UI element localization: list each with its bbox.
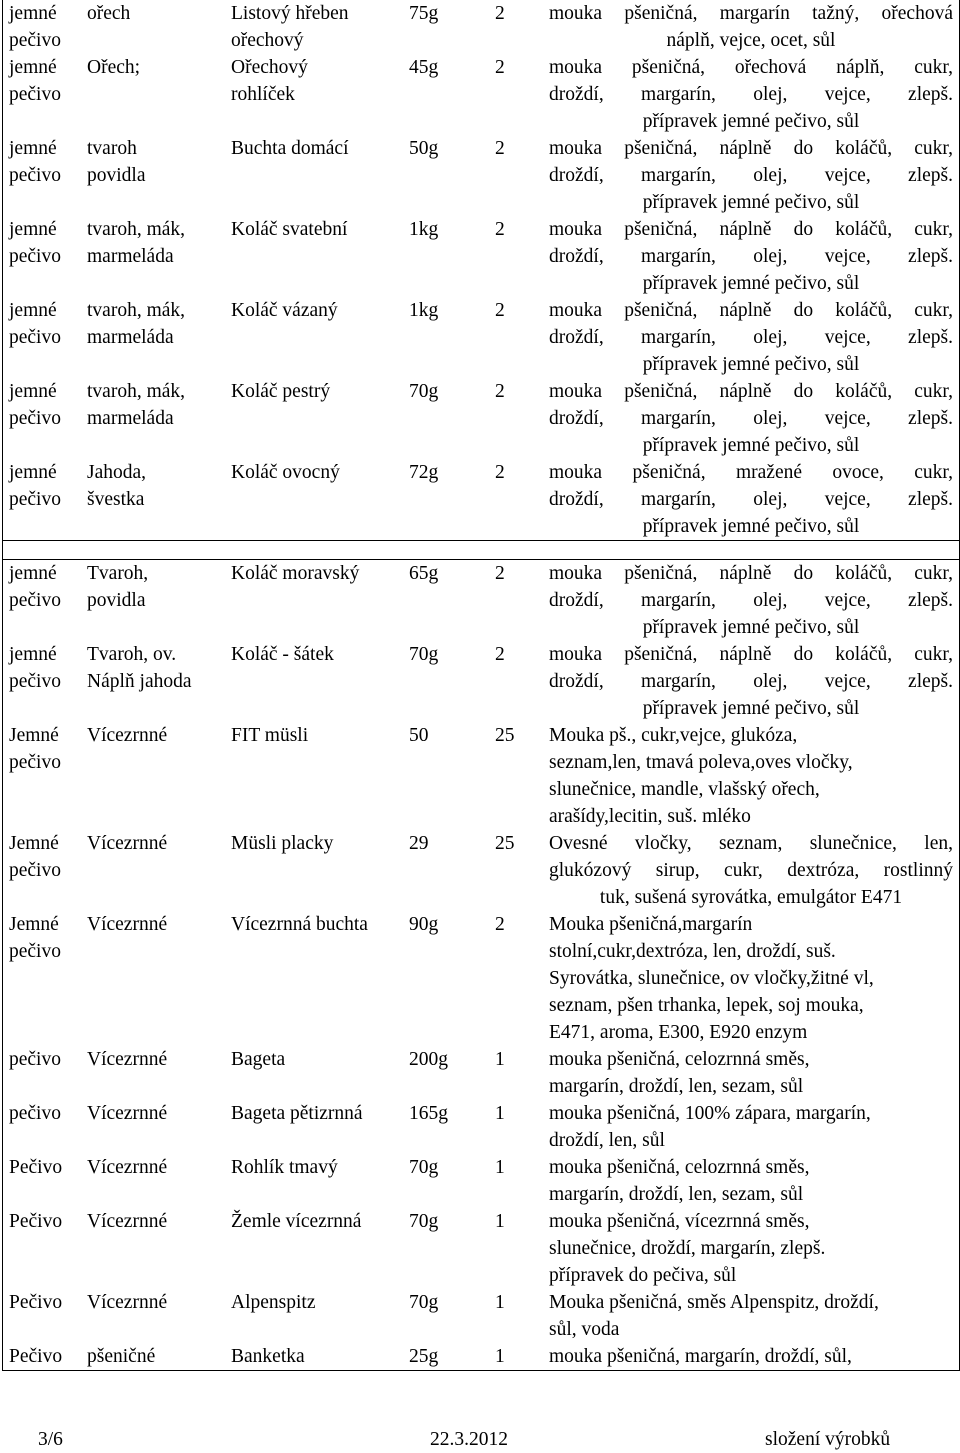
product-name-cell (225, 297, 403, 378)
table-row (3, 54, 959, 135)
filling-line: ořech (87, 3, 131, 24)
filling-line: Tvaroh, ov. (87, 644, 177, 665)
weight-cell: 1kg (409, 300, 439, 321)
ingredients-line: mouka pšeničná, náplně do koláčů, cukr, (549, 219, 953, 240)
product-name-line: Bageta (231, 1049, 286, 1070)
ingredients-line: droždí, margarín, olej, vejce, zlepš. (549, 327, 953, 348)
weight-cell: 165g (409, 1103, 448, 1124)
ingredients-line: mouka pšeničná, celozrnná směs, (549, 1049, 810, 1070)
product-type-line: pečivo (9, 860, 61, 881)
product-type-line: pečivo (9, 1049, 61, 1070)
filling-line: povidla (87, 165, 146, 186)
product-type-line: jemné (9, 644, 57, 665)
filling-cell (81, 911, 225, 1046)
ingredients-line: E471, aroma, E300, E920 enzym (549, 1022, 808, 1043)
filling-cell (81, 216, 225, 297)
product-name-line: Bageta pětizrnná (231, 1103, 363, 1124)
ingredients-line: Syrovátka, slunečnice, ov vločky,žitné vl, (549, 968, 874, 989)
table-row (3, 378, 959, 459)
filling-line: tvaroh, mák, (87, 381, 186, 402)
ingredients-line: tuk, sušená syrovátka, emulgátor E471 (599, 887, 903, 908)
ingredients-line: mouka pšeničná, ořechová náplň, cukr, (549, 57, 953, 78)
table-row (3, 560, 959, 641)
product-type-line: pečivo (9, 408, 61, 429)
weight-cell: 25g (409, 1346, 439, 1367)
quantity-cell: 2 (495, 219, 505, 240)
product-type-line: pečivo (9, 1103, 61, 1124)
weight-cell: 1kg (409, 219, 439, 240)
weight-cell: 72g (409, 462, 439, 483)
product-type-line: pečivo (9, 671, 61, 692)
product-name-line: Listový hřeben (231, 3, 349, 24)
quantity-cell: 1 (495, 1292, 505, 1313)
quantity-cell: 1 (495, 1157, 505, 1178)
product-type-cell (3, 216, 81, 297)
table-row (3, 722, 959, 830)
product-name-cell (225, 1289, 403, 1343)
ingredients-cell (543, 1208, 959, 1289)
filling-line: tvaroh, mák, (87, 219, 186, 240)
ingredients-line: stolní,cukr,dextróza, len, droždí, suš. (549, 941, 836, 962)
product-type-line: pečivo (9, 165, 61, 186)
filling-cell (81, 135, 225, 216)
ingredients-cell (543, 911, 959, 1046)
weight-cell: 70g (409, 1292, 439, 1313)
ingredients-line: mouka pšeničná, mražené ovoce, cukr, (549, 462, 953, 483)
table-row (3, 135, 959, 216)
ingredients-line: mouka pšeničná, 100% zápara, margarín, (549, 1103, 871, 1124)
quantity-cell: 2 (495, 57, 505, 78)
ingredients-line: seznam,len, tmavá poleva,oves vločky, (549, 752, 853, 773)
quantity-cell: 2 (495, 300, 505, 321)
ingredients-line: mouka pšeničná, vícezrnná směs, (549, 1211, 810, 1232)
ingredients-line: droždí, margarín, olej, vejce, zlepš. (549, 489, 953, 510)
ingredients-cell (543, 1154, 959, 1208)
quantity-cell: 1 (495, 1346, 505, 1367)
section-divider (3, 541, 959, 560)
product-type-line: pečivo (9, 327, 61, 348)
product-type-line: jemné (9, 3, 57, 24)
filling-cell (81, 830, 225, 911)
ingredients-line: droždí, margarín, olej, vejce, zlepš. (549, 408, 953, 429)
product-name-line: Koláč pestrý (231, 381, 331, 402)
ingredients-cell (543, 1100, 959, 1154)
weight-cell: 70g (409, 1157, 439, 1178)
product-name-line: ořechový (231, 30, 304, 51)
product-type-line: jemné (9, 462, 57, 483)
filling-line: Vícezrnné (87, 1211, 168, 1232)
ingredients-line: mouka pšeničná, náplně do koláčů, cukr, (549, 563, 953, 584)
product-type-line: jemné (9, 300, 57, 321)
filling-cell (81, 1289, 225, 1343)
filling-line: marmeláda (87, 327, 174, 348)
product-type-cell (3, 1208, 81, 1289)
ingredients-line: náplň, vejce, ocet, sůl (666, 30, 836, 51)
ingredients-line: Mouka pš., cukr,vejce, glukóza, (549, 725, 798, 746)
ingredients-cell (543, 1289, 959, 1343)
product-type-line: Jemné (9, 914, 59, 935)
product-type-cell (3, 560, 81, 641)
weight-cell: 50g (409, 138, 439, 159)
product-type-line: jemné (9, 219, 57, 240)
product-name-cell (225, 1154, 403, 1208)
product-type-line: pečivo (9, 752, 61, 773)
ingredients-line: mouka pšeničná, margarín tažný, ořechová (549, 3, 953, 24)
ingredients-line: droždí, margarín, olej, vejce, zlepš. (549, 246, 953, 267)
filling-line: Ořech; (87, 57, 141, 78)
product-composition-table (2, 0, 960, 1371)
quantity-cell: 1 (495, 1049, 505, 1070)
table-row (3, 0, 959, 54)
filling-line: marmeláda (87, 408, 174, 429)
quantity-cell: 25 (495, 833, 515, 854)
table-row (3, 911, 959, 1046)
ingredients-line: droždí, margarín, olej, vejce, zlepš. (549, 165, 953, 186)
weight-cell: 45g (409, 57, 439, 78)
product-name-cell (225, 722, 403, 830)
product-type-cell (3, 1343, 81, 1370)
product-name-line: Koláč svatební (231, 219, 348, 240)
product-type-line: Jemné (9, 725, 59, 746)
quantity-cell: 2 (495, 381, 505, 402)
quantity-cell: 2 (495, 563, 505, 584)
product-name-cell (225, 911, 403, 1046)
product-name-cell (225, 1208, 403, 1289)
table-section-lower (3, 560, 959, 1370)
product-type-line: jemné (9, 138, 57, 159)
product-type-cell (3, 1289, 81, 1343)
filling-line: Vícezrnné (87, 725, 168, 746)
ingredients-line: margarín, droždí, len, sezam, sůl (549, 1076, 804, 1097)
ingredients-cell (543, 1046, 959, 1100)
filling-cell (81, 1154, 225, 1208)
filling-cell (81, 1208, 225, 1289)
product-name-line: Ořechový (231, 57, 308, 78)
ingredients-cell (543, 722, 959, 830)
filling-cell (81, 641, 225, 722)
product-name-cell (225, 1343, 403, 1370)
product-name-cell (225, 560, 403, 641)
product-type-line: pečivo (9, 941, 61, 962)
filling-cell (81, 378, 225, 459)
product-type-cell (3, 1154, 81, 1208)
filling-line: Vícezrnné (87, 1049, 168, 1070)
ingredients-line: přípravek jemné pečivo, sůl (642, 516, 860, 537)
product-name-cell (225, 54, 403, 135)
ingredients-line: seznam, pšen trhanka, lepek, soj mouka, (549, 995, 864, 1016)
product-type-line: pečivo (9, 246, 61, 267)
ingredients-cell (543, 54, 959, 135)
product-type-cell (3, 1100, 81, 1154)
product-name-cell (225, 459, 403, 540)
filling-line: Vícezrnné (87, 833, 168, 854)
ingredients-line: slunečnice, droždí, margarín, zlepš. (549, 1238, 826, 1259)
ingredients-line: přípravek jemné pečivo, sůl (642, 192, 860, 213)
filling-line: Náplň jahoda (87, 671, 192, 692)
quantity-cell: 1 (495, 1103, 505, 1124)
weight-cell: 200g (409, 1049, 448, 1070)
product-type-line: Pečivo (9, 1157, 63, 1178)
product-name-line: Koláč vázaný (231, 300, 338, 321)
product-name-line: Buchta domácí (231, 138, 349, 159)
product-name-cell (225, 641, 403, 722)
filling-cell (81, 722, 225, 830)
table-row (3, 459, 959, 540)
product-name-line: FIT müsli (231, 725, 309, 746)
ingredients-line: sůl, voda (549, 1319, 620, 1340)
footer-date: 22.3.2012 (430, 1429, 508, 1450)
product-type-cell (3, 0, 81, 54)
filling-line: Vícezrnné (87, 1292, 168, 1313)
product-type-line: pečivo (9, 30, 61, 51)
ingredients-line: glukózový sirup, cukr, dextróza, rostlinný (549, 860, 953, 881)
ingredients-cell (543, 560, 959, 641)
quantity-cell: 2 (495, 914, 505, 935)
filling-cell (81, 297, 225, 378)
ingredients-line: mouka pšeničná, náplně do koláčů, cukr, (549, 300, 953, 321)
product-type-line: jemné (9, 563, 57, 584)
ingredients-line: arašídy,lecitin, suš. mléko (549, 806, 751, 827)
quantity-cell: 2 (495, 462, 505, 483)
table-row (3, 297, 959, 378)
filling-line: švestka (87, 489, 145, 510)
ingredients-line: přípravek jemné pečivo, sůl (642, 111, 860, 132)
product-type-line: jemné (9, 381, 57, 402)
quantity-cell: 2 (495, 138, 505, 159)
product-name-cell (225, 830, 403, 911)
ingredients-cell (543, 459, 959, 540)
weight-cell: 90g (409, 914, 439, 935)
ingredients-cell (543, 297, 959, 378)
ingredients-line: margarín, droždí, len, sezam, sůl (549, 1184, 804, 1205)
product-type-cell (3, 378, 81, 459)
weight-cell: 70g (409, 381, 439, 402)
product-name-line: Koláč - šátek (231, 644, 334, 665)
product-type-line: Jemné (9, 833, 59, 854)
quantity-cell: 2 (495, 3, 505, 24)
ingredients-line: mouka pšeničná, náplně do koláčů, cukr, (549, 381, 953, 402)
product-type-cell (3, 641, 81, 722)
table-row (3, 1046, 959, 1100)
filling-line: Tvaroh, (87, 563, 149, 584)
ingredients-cell (543, 378, 959, 459)
product-type-cell (3, 830, 81, 911)
ingredients-line: droždí, margarín, olej, vejce, zlepš. (549, 590, 953, 611)
table-row (3, 1289, 959, 1343)
product-type-line: Pečivo (9, 1292, 63, 1313)
product-type-line: Pečivo (9, 1211, 63, 1232)
product-type-line: pečivo (9, 590, 61, 611)
table-row (3, 830, 959, 911)
product-name-cell (225, 0, 403, 54)
product-type-line: pečivo (9, 84, 61, 105)
product-name-cell (225, 1046, 403, 1100)
filling-cell (81, 560, 225, 641)
ingredients-line: slunečnice, mandle, vlašský ořech, (549, 779, 820, 800)
ingredients-cell (543, 135, 959, 216)
product-name-line: Banketka (231, 1346, 305, 1367)
weight-cell: 29 (409, 833, 429, 854)
weight-cell: 70g (409, 644, 439, 665)
filling-cell (81, 459, 225, 540)
ingredients-cell (543, 1343, 959, 1370)
product-type-cell (3, 459, 81, 540)
ingredients-line: Mouka pšeničná,margarín (549, 914, 753, 935)
table-row (3, 641, 959, 722)
product-name-cell (225, 378, 403, 459)
filling-line: pšeničné (87, 1346, 156, 1367)
page-number: 3/6 (38, 1429, 63, 1450)
filling-cell (81, 1046, 225, 1100)
product-type-cell (3, 54, 81, 135)
product-type-cell (3, 297, 81, 378)
filling-cell (81, 1343, 225, 1370)
ingredients-cell (543, 830, 959, 911)
product-type-line: jemné (9, 57, 57, 78)
table-row (3, 216, 959, 297)
product-name-line: Žemle vícezrnná (231, 1211, 362, 1232)
weight-cell: 65g (409, 563, 439, 584)
filling-line: tvaroh, mák, (87, 300, 186, 321)
table-row (3, 1343, 959, 1370)
filling-line: marmeláda (87, 246, 174, 267)
product-type-cell (3, 1046, 81, 1100)
product-name-cell (225, 135, 403, 216)
product-name-line: Koláč ovocný (231, 462, 340, 483)
ingredients-line: přípravek jemné pečivo, sůl (642, 354, 860, 375)
filling-line: Vícezrnné (87, 1157, 168, 1178)
weight-cell: 50 (409, 725, 429, 746)
footer-title: složení výrobků (765, 1429, 891, 1450)
product-name-line: Koláč moravský (231, 563, 360, 584)
product-name-line: Rohlík tmavý (231, 1157, 338, 1178)
table-row (3, 1208, 959, 1289)
product-name-cell (225, 1100, 403, 1154)
filling-line: Vícezrnné (87, 1103, 168, 1124)
ingredients-line: Ovesné vločky, seznam, slunečnice, len, (549, 833, 953, 854)
table-row (3, 1154, 959, 1208)
ingredients-line: mouka pšeničná, celozrnná směs, (549, 1157, 810, 1178)
product-name-line: Müsli placky (231, 833, 334, 854)
product-type-line: pečivo (9, 489, 61, 510)
table-row (3, 1100, 959, 1154)
weight-cell: 70g (409, 1211, 439, 1232)
filling-cell (81, 0, 225, 54)
product-type-line: Pečivo (9, 1346, 63, 1367)
ingredients-line: droždí, len, sůl (549, 1130, 665, 1151)
quantity-cell: 25 (495, 725, 515, 746)
filling-cell (81, 1100, 225, 1154)
quantity-cell: 2 (495, 644, 505, 665)
ingredients-line: přípravek jemné pečivo, sůl (642, 273, 860, 294)
filling-line: Jahoda, (87, 462, 147, 483)
ingredients-cell (543, 641, 959, 722)
filling-cell (81, 54, 225, 135)
ingredients-line: droždí, margarín, olej, vejce, zlepš. (549, 671, 953, 692)
ingredients-line: přípravek jemné pečivo, sůl (642, 617, 860, 638)
product-name-cell (225, 216, 403, 297)
ingredients-line: přípravek jemné pečivo, sůl (642, 698, 860, 719)
product-type-cell (3, 911, 81, 1046)
ingredients-line: mouka pšeničná, náplně do koláčů, cukr, (549, 138, 953, 159)
product-name-line: rohlíček (231, 84, 295, 105)
ingredients-line: Mouka pšeničná, směs Alpenspitz, droždí, (549, 1292, 879, 1313)
ingredients-line: mouka pšeničná, náplně do koláčů, cukr, (549, 644, 953, 665)
quantity-cell: 1 (495, 1211, 505, 1232)
ingredients-line: droždí, margarín, olej, vejce, zlepš. (549, 84, 953, 105)
weight-cell: 75g (409, 3, 439, 24)
ingredients-line: mouka pšeničná, margarín, droždí, sůl, (549, 1346, 852, 1367)
product-name-line: Vícezrnná buchta (231, 914, 368, 935)
ingredients-cell (543, 216, 959, 297)
product-type-cell (3, 722, 81, 830)
ingredients-line: přípravek do pečiva, sůl (549, 1265, 737, 1286)
filling-line: tvaroh (87, 138, 137, 159)
table-section-upper (3, 0, 959, 541)
ingredients-cell (543, 0, 959, 54)
product-name-line: Alpenspitz (231, 1292, 316, 1313)
ingredients-line: přípravek jemné pečivo, sůl (642, 435, 860, 456)
product-type-cell (3, 135, 81, 216)
filling-line: povidla (87, 590, 146, 611)
page-footer (0, 1426, 960, 1453)
filling-line: Vícezrnné (87, 914, 168, 935)
